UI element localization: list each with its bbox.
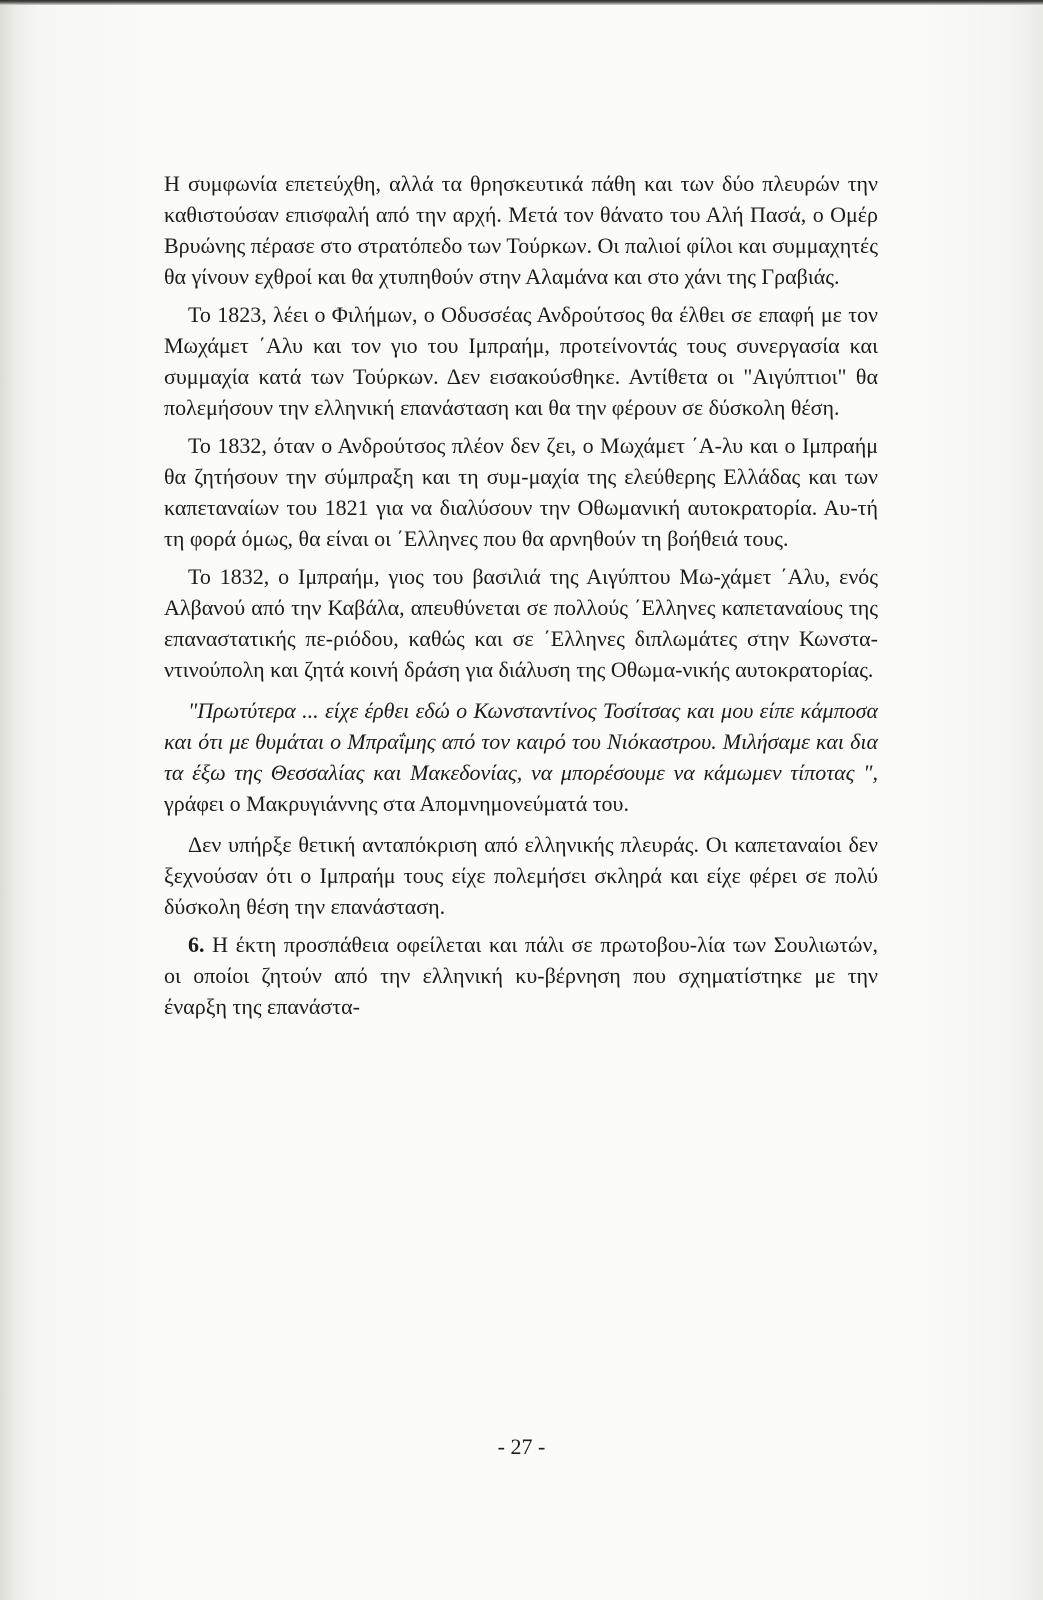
quote-paragraph — [164, 695, 878, 819]
paragraph-7-text: Η έκτη προσπάθεια οφείλεται και πάλι σε πρωτοβου-λία των Σουλιωτών, οι οποίοι ζητούν από την ελληνική κυ-βέρνηση που σχηματίστηκε με την έναρξη της επανάστα- — [164, 932, 878, 1019]
paragraph-2: Το 1823, λέει ο Φιλήμων, ο Οδυσσέας Ανδρούτσος θα έλθει σε επαφή με τον Μωχάμετ ΄Αλυ και τον γιο του Ιμπραήμ, προτείνοντάς τους συνεργασία και συμμαχία κατά των Τούρκων. Δεν εισακούσθηκε. Αντίθετα οι "Αιγύπτιοι" θα πολεμήσουν την ελληνική επανάσταση και θα την φέρουν σε δύσκολη θέση. — [164, 302, 878, 420]
paragraph-7 — [164, 929, 878, 1022]
quote-attribution: γράφει ο Μακρυγιάννης στα Απομνημονεύματά του. — [164, 791, 629, 816]
paragraph-6: Δεν υπήρξε θετική ανταπόκριση από ελληνικής πλευράς. Οι καπεταναίοι δεν ξεχνούσαν ότι ο Ιμπραήμ τους είχε πολεμήσει σκληρά και είχε φέρει σε πολύ δύσκολη θέση την επανάσταση. — [164, 832, 878, 919]
makrygiannis-quote: "Πρωτύτερα ... είχε έρθει εδώ ο Κωνσταντίνος Τοσίτσας και μου είπε κάμποσα και ότι με θυμάται ο Μπραΐμης από τον καιρό του Νιόκαστρου. Μιλήσαμε και δια τα έξω της Θεσσαλίας και Μακεδονίας, να μπορέσουμε να κάμωμεν τίποτας ", — [164, 698, 878, 785]
body-text — [164, 168, 878, 1029]
paragraph-3: Το 1832, όταν ο Ανδρούτσος πλέον δεν ζει, ο Μωχάμετ ΄Α-λυ και ο Ιμπραήμ θα ζητήσουν την σύμπραξη και τη συμ-μαχία της ελεύθερης Ελλάδας και των καπεταναίων του 1821 για να διαλύσουν την Οθωμανική αυτοκρατορία. Αυ-τή τη φορά όμως, θα είναι οι ΄Ελληνες που θα αρνηθούν τη βοήθειά τους. — [164, 433, 878, 551]
paragraph-4: Το 1832, ο Ιμπραήμ, γιος του βασιλιά της Αιγύπτου Μω-χάμετ ΄Αλυ, ενός Αλβανού από την Καβάλα, απευθύνεται σε πολλούς ΄Ελληνες καπεταναίους της επαναστατικής πε-ριόδου, καθώς και σε ΄Ελληνες διπλωμάτες στην Κωνστα-ντινούπολη και ζητά κοινή δράση για διάλυση της Οθωμα-νικής αυτοκρατορίας. — [164, 564, 878, 682]
paragraph-1: Η συμφωνία επετεύχθη, αλλά τα θρησκευτικά πάθη και των δύο πλευρών την καθιστούσαν επισφαλή από την αρχή. Μετά τον θάνατο του Αλή Πασά, ο Ομέρ Βρυώνης πέρασε στο στρατόπεδο των Τούρκων. Οι παλιοί φίλοι και συμμαχητές θα γίνουν εχθροί και θα χτυπηθούν στην Αλαμάνα και στο χάνι της Γραβιάς. — [164, 171, 878, 289]
page-top-edge — [0, 0, 1043, 5]
section-number: 6. — [188, 932, 205, 957]
page-number: - 27 - — [497, 1434, 546, 1459]
